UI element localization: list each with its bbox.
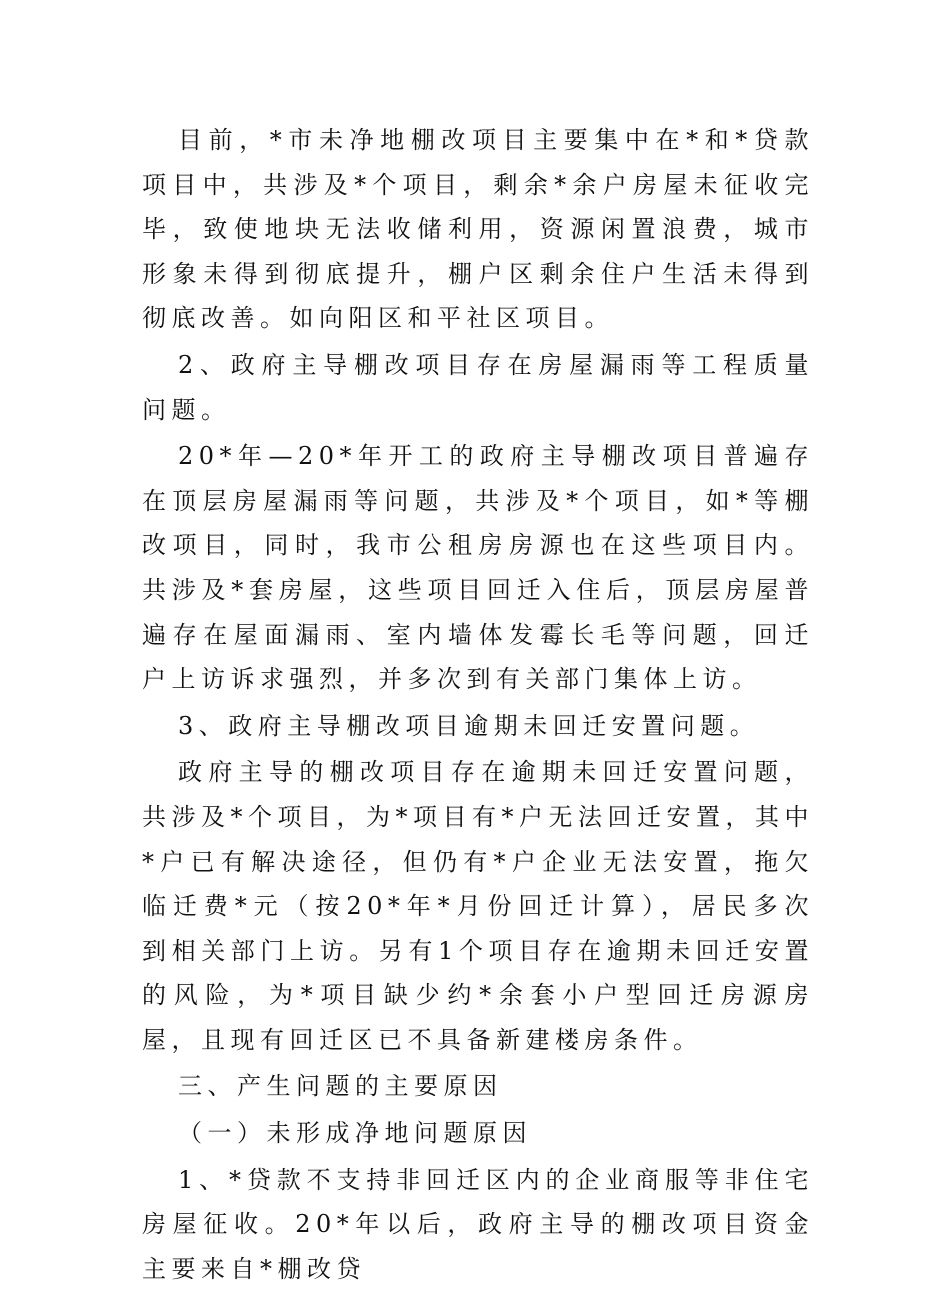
paragraph-unfinished-land: 目前，*市未净地棚改项目主要集中在*和*贷款项目中，共涉及*个项目，剩余*余户房屋未征收完毕，致使地块无法收储利用，资源闲置浪费，城市形象未得到彻底提升，棚户区剩余住户生活未得到彻底改善。如向阳区和平社区项目。 xyxy=(142,126,814,333)
section-heading-causes: 三、产生问题的主要原因 xyxy=(178,1072,503,1101)
heading-quality-issue: 2、政府主导棚改项目存在房屋漏雨等工程质量问题。 xyxy=(142,350,814,424)
heading-overdue-resettlement: 3、政府主导棚改项目逾期未回迁安置问题。 xyxy=(178,711,760,740)
paragraph-overdue-resettlement: 政府主导的棚改项目存在逾期未回迁安置问题，共涉及*个项目，为*项目有*户无法回迁安置，其中*户已有解决途径，但仍有*户企业无法安置，拖欠临迁费*元（按20*年*月份回迁计算），居民多次到相关部门上访。另有1个项目存在逾期未回迁安置的风险，为*项目缺少约*余套小户型回迁房源房屋，且现有回迁区已不具备新建楼房条件。 xyxy=(142,758,814,1054)
subheading-unfinished-land-causes: （一）未形成净地问题原因 xyxy=(178,1119,532,1148)
paragraph-loan-cause: 1、*贷款不支持非回迁区内的企业商服等非住宅房屋征收。20*年以后，政府主导的棚改项目资金主要来自*棚改贷 xyxy=(142,1165,814,1283)
paragraph-quality-issue: 20*年—20*年开工的政府主导棚改项目普遍存在顶层房屋漏雨等问题，共涉及*个项目，如*等棚改项目，同时，我市公租房房源也在这些项目内。共涉及*套房屋，这些项目回迁入住后，顶层房屋普遍存在屋面漏雨、室内墙体发霉长毛等问题，回迁户上访诉求强烈，并多次到有关部门集体上访。 xyxy=(142,442,814,694)
document-body xyxy=(142,118,814,1291)
